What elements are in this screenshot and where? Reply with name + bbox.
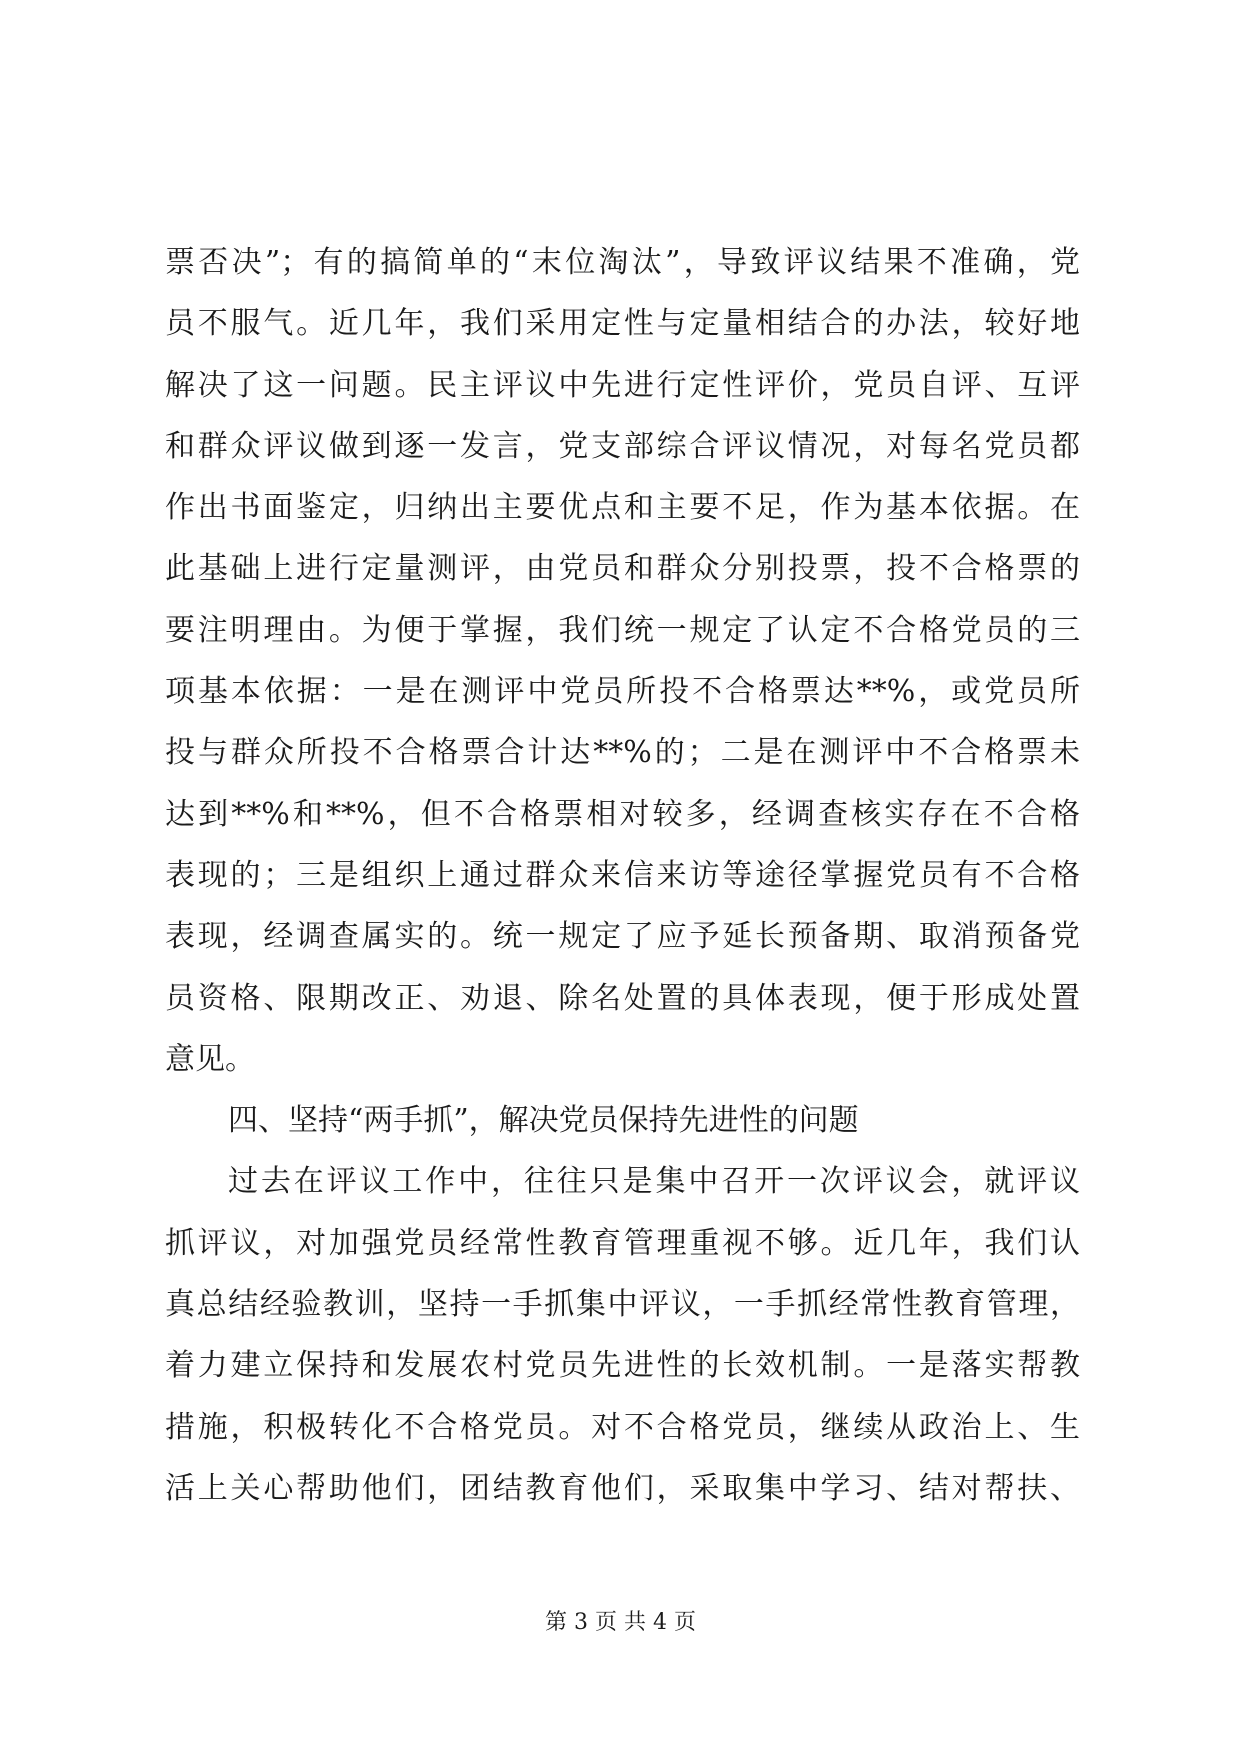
text-line: 达到**%和**%，但不合格票相对较多，经调查核实存在不合格 xyxy=(165,796,1080,832)
text-line: 要注明理由。为便于掌握，我们统一规定了认定不合格党员的三 xyxy=(165,612,1080,648)
text-line: 项基本依据：一是在测评中党员所投不合格票达**%，或党员所 xyxy=(165,674,1080,710)
text-line: 解决了这一问题。民主评议中先进行定性评价，党员自评、互评 xyxy=(165,367,1080,403)
text-line: 和群众评议做到逐一发言，党支部综合评议情况，对每名党员都 xyxy=(165,428,1080,464)
text-line: 此基础上进行定量测评，由党员和群众分别投票，投不合格票的 xyxy=(165,551,1080,587)
text-line: 活上关心帮助他们，团结教育他们，采取集中学习、结对帮扶、 xyxy=(165,1470,1080,1506)
text-line: 作出书面鉴定，归纳出主要优点和主要不足，作为基本依据。在 xyxy=(165,490,1080,526)
text-line: 员不服气。近几年，我们采用定性与定量相结合的办法，较好地 xyxy=(165,306,1080,342)
text-line: 意见。 xyxy=(165,1041,255,1077)
section-heading: 四、坚持“两手抓”，解决党员保持先进性的问题 xyxy=(228,1103,859,1139)
text-line: 员资格、限期改正、劝退、除名处置的具体表现，便于形成处置 xyxy=(165,980,1080,1016)
page-footer: 第 3 页 共 4 页 xyxy=(545,1610,696,1635)
text-line: 投与群众所投不合格票合计达**%的；二是在测评中不合格票未 xyxy=(165,735,1080,771)
text-line: 真总结经验教训，坚持一手抓集中评议，一手抓经常性教育管理， xyxy=(165,1287,1080,1323)
text-line: 票否决”；有的搞简单的“末位淘汰”，导致评议结果不准确，党 xyxy=(165,245,1080,280)
paragraph-first-line: 过去在评议工作中，往往只是集中召开一次评议会，就评议 xyxy=(228,1164,1080,1200)
text-line: 表现的；三是组织上通过群众来信来访等途径掌握党员有不合格 xyxy=(165,857,1080,893)
text-line: 着力建立保持和发展农村党员先进性的长效机制。一是落实帮教 xyxy=(165,1348,1080,1384)
text-line: 措施，积极转化不合格党员。对不合格党员，继续从政治上、生 xyxy=(165,1409,1080,1445)
text-line: 表现，经调查属实的。统一规定了应予延长预备期、取消预备党 xyxy=(165,919,1080,955)
text-line: 抓评议，对加强党员经常性教育管理重视不够。近几年，我们认 xyxy=(165,1225,1080,1261)
body-text xyxy=(165,232,1080,1519)
